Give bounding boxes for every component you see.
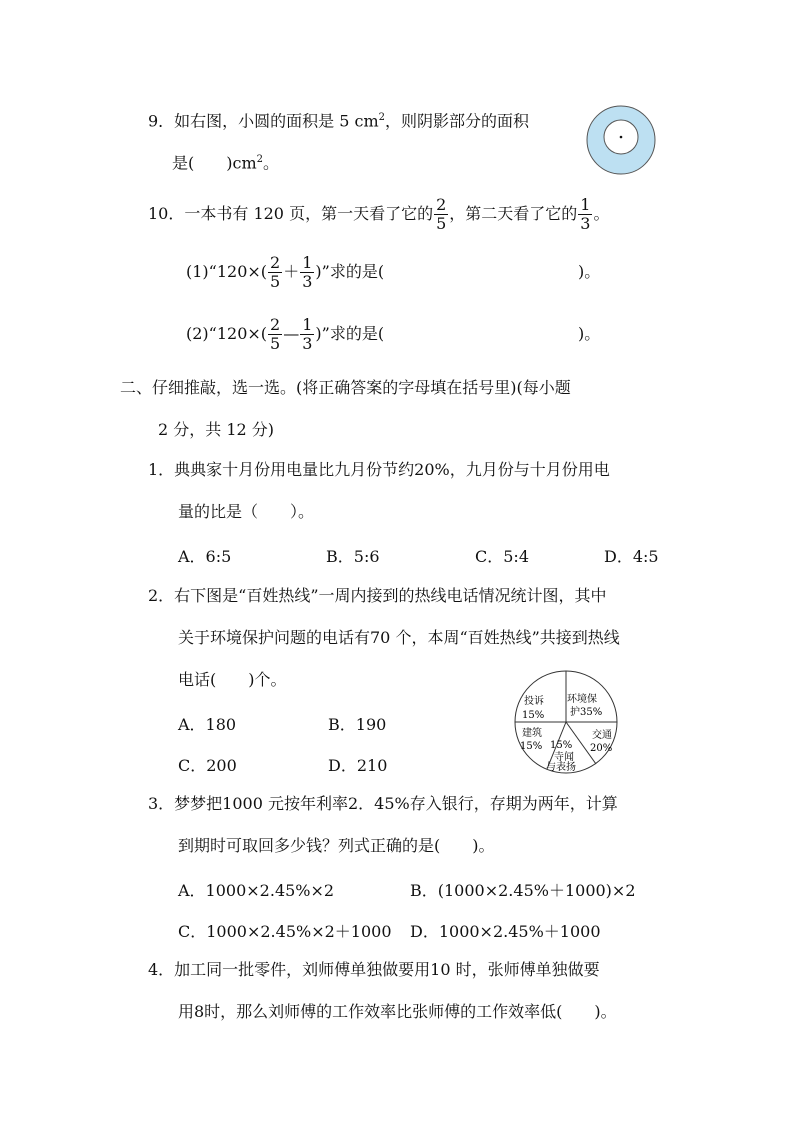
- fraction: $\frac{2}{5}$: [270, 253, 281, 291]
- q1-option-d: D．4:5: [604, 547, 659, 566]
- q1-option-b: B．5:6: [326, 547, 380, 566]
- pie-label: 环境保: [567, 694, 597, 705]
- q9-line1: 9．如右图，小圆的面积是 5 $cm^2$，则阴影部分的面积: [148, 111, 530, 131]
- q3-line2: 到期时可取回多少钱？列式正确的是( )。: [178, 836, 495, 855]
- pie-label: 15%: [550, 740, 573, 751]
- fraction: $\frac{2}{5}$: [270, 315, 281, 353]
- q2-line2: 关于环境保护问题的电话有70 个，本周“百姓热线”共接到热线: [178, 628, 620, 647]
- q3-option-c: C．1000×2.45%×2＋1000: [178, 922, 392, 941]
- q3-option-a: A．1000×2.45%×2: [178, 881, 335, 900]
- q2-option-a: A．180: [178, 715, 237, 734]
- pie-label: 交通: [592, 730, 612, 741]
- q9-line2: 是( )$cm^2$。: [172, 153, 280, 173]
- q1-option-a: A．6:5: [178, 547, 232, 566]
- q10-sub2-close: )。: [578, 324, 601, 343]
- q1-line1: 1．典典家十月份用电量比九月份节约20%，九月份与十月份用电: [148, 460, 610, 479]
- q4-line2: 用8时，那么刘师傅的工作效率比张师傅的工作效率低( )。: [178, 1002, 617, 1021]
- pie-label: 15%: [522, 710, 545, 721]
- q2-option-b: B．190: [328, 715, 387, 734]
- q2-line3: 电话( )个。: [178, 670, 287, 689]
- q1-line2: 量的比是（ ）。: [178, 502, 315, 521]
- pie-label: 护35%: [570, 707, 603, 718]
- q1-option-c: C．5:4: [475, 547, 529, 566]
- circle-figure: [584, 104, 660, 176]
- pie-label: 建筑: [522, 728, 542, 739]
- center-dot: [620, 136, 623, 139]
- section2-heading-line2: 2 分，共 12 分): [158, 420, 275, 439]
- q3-option-d: D．1000×2.45%＋1000: [410, 922, 601, 941]
- pie-label: 与表扬: [546, 762, 576, 773]
- q2-option-c: C．200: [178, 756, 237, 775]
- q10-line: 10．一本书有 120 页，第一天看了它的 $\frac{2}{5}$ ，第二天看了它的 $\frac{1}{3}$ 。: [148, 195, 610, 233]
- q3-option-b: B．(1000×2.45%＋1000)×2: [410, 881, 636, 900]
- fraction-2-5: $\frac{2}{5}$: [436, 195, 447, 233]
- q2-option-d: D．210: [328, 756, 388, 775]
- fraction: $\frac{1}{3}$: [302, 315, 313, 353]
- pie-label: 15%: [520, 741, 543, 752]
- fraction-1-3: $\frac{1}{3}$: [580, 195, 591, 233]
- pie-chart: [510, 668, 622, 776]
- q3-line1: 3．梦梦把1000 元按年利率2．45%存入银行，存期为两年，计算: [148, 794, 618, 813]
- pie-label: 投诉: [524, 696, 544, 707]
- q2-line1: 2．右下图是“百姓热线”一周内接到的热线电话情况统计图，其中: [148, 586, 607, 605]
- pie-label: 20%: [590, 743, 613, 754]
- q10-sub1-close: )。: [578, 262, 601, 281]
- section2-heading: 二、仔细推敲，选一选。(将正确答案的字母填在括号里)(每小题: [120, 378, 571, 397]
- q4-line1: 4．加工同一批零件，刘师傅单独做要用10 时，张师傅单独做要: [148, 960, 600, 979]
- q10-sub1: (1)“120×( $\frac{2}{5}$ ＋ $\frac{1}{3}$ )”求的是(: [186, 253, 385, 291]
- q10-sub2: (2)“120×( $\frac{2}{5}$ — $\frac{1}{3}$ )”求的是(: [186, 315, 385, 353]
- fraction: $\frac{1}{3}$: [302, 253, 313, 291]
- pie-label: 寺闻: [554, 752, 574, 763]
